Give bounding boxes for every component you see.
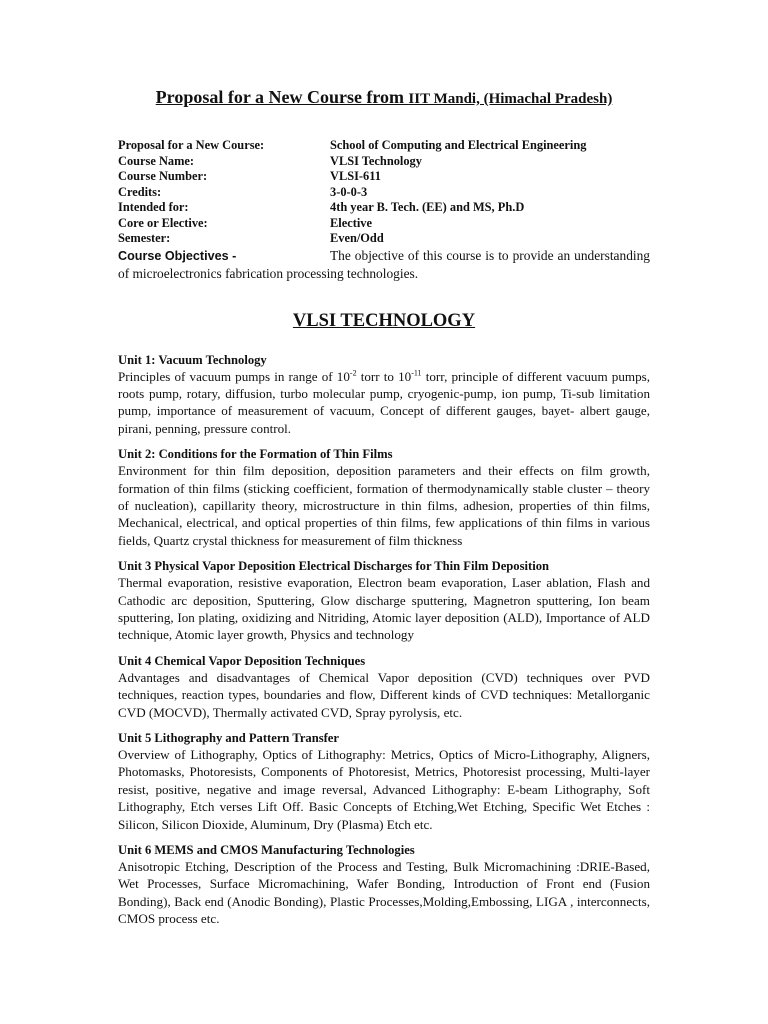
meta-value: VLSI-611 [330, 169, 381, 183]
course-objectives-text: The objective of this course is to provide an understanding of microelectronics fabrication processing technologies. [118, 247, 650, 281]
unit-body [118, 368, 650, 438]
document-title [118, 86, 650, 110]
meta-label: Course Number: [118, 169, 208, 183]
title-part-3: IIT Mandi, (Himachal Pradesh) [408, 91, 613, 107]
meta-row [118, 231, 650, 247]
course-info-table [118, 138, 650, 247]
section-title: VLSI TECHNOLOGY [292, 310, 476, 331]
title-part-2: from [366, 87, 405, 107]
meta-value: School of Computing and Electrical Engineering [330, 138, 587, 152]
unit-body: Advantages and disadvantages of Chemical Vapor deposition (CVD) techniques over PVD techniques, reaction types, boundaries and flow, Different kinds of CVD techniques: Metallorganic CVD (MOCVD), Thermally activated CVD, Spray pyrolysis, etc. [118, 669, 650, 720]
meta-row [118, 154, 650, 170]
meta-row [118, 200, 650, 216]
meta-label: Course Name: [118, 153, 195, 168]
unit-heading: Unit 1: Vacuum Technology [118, 352, 267, 367]
meta-value: VLSI Technology [330, 153, 422, 168]
meta-value: Elective [330, 215, 372, 230]
unit-block [118, 653, 650, 721]
unit-heading: Unit 2: Conditions for the Formation of Thin Films [118, 447, 393, 462]
meta-row [118, 138, 650, 154]
meta-label: Core or Elective: [118, 215, 208, 230]
unit-block [118, 446, 650, 549]
meta-label: Semester: [118, 231, 171, 245]
meta-value: 4th year B. Tech. (EE) and MS, Ph.D [330, 200, 525, 214]
unit-heading: Unit 4 Chemical Vapor Deposition Techniques [118, 653, 366, 668]
meta-value: 3-0-0-3 [330, 184, 368, 199]
meta-value: Even/Odd [330, 231, 384, 245]
meta-label: Credits: [118, 184, 162, 199]
meta-row [118, 169, 650, 185]
unit-body: Overview of Lithography, Optics of Lithography: Metrics, Optics of Micro-Lithography, Aligners, Photomasks, Photoresists, Components of Photoresist, Metrics, Photoresist processing, Multi-layer resist, positive, negative and image reversal, Advanced Lithography: E-beam Lithography, Soft Lithography, Etch verses Lift Off. Basic Concepts of Etching,Wet Etching, Specific Wet Etches : Silicon, Silicon Dioxide, Aluminum, Dry (Plasma) Etch etc. [118, 747, 650, 832]
unit-heading: Unit 6 MEMS and CMOS Manufacturing Technologies [118, 843, 415, 858]
unit-block [118, 730, 650, 833]
document-page [118, 86, 650, 937]
unit-body-text: torr, principle of different vacuum pumps, roots pump, rotary, diffusion, turbo molecular pump, cryogenic-pump, ion pump, Ti-sub limitation pump, importance of measurement of vacuum, Concept of different gauges, bayet- albert gauge, pirani, penning, pressure control. [118, 368, 650, 436]
unit-block [118, 352, 650, 438]
meta-label: Intended for: [118, 200, 189, 214]
unit-heading: Unit 5 Lithography and Pattern Transfer [118, 731, 339, 745]
superscript-exponent: -11 [411, 368, 422, 378]
superscript-exponent: -2 [349, 368, 357, 378]
meta-row [118, 216, 650, 232]
unit-body-text: Principles of vacuum pumps in range of 10 [118, 368, 350, 384]
meta-row [118, 185, 650, 201]
unit-heading: Unit 3 Physical Vapor Deposition Electrical Discharges for Thin Film Deposition [118, 559, 550, 574]
unit-block [118, 842, 650, 928]
unit-body: Thermal evaporation, resistive evaporation, Electron beam evaporation, Laser ablation, Flash and Cathodic arc deposition, Sputtering, Glow discharge sputtering, Magnetron sputtering, Ion beam sputtering, Ion plating, oxidizing and Nitriding, Atomic layer deposition (ALD), Importance of ALD technique, Atomic layer growth, Physics and technology [118, 575, 650, 643]
meta-label: Proposal for a New Course: [118, 138, 265, 152]
unit-body: Environment for thin film deposition, deposition parameters and their effects on film growth, formation of thin films (sticking coefficient, formation of thermodynamically stable cluster – theory of nucleation), capillarity theory, microstructure in thin films, adhesion, properties of thin films, Mechanical, electrical, and optical properties of thin films, few applications of thin films in various fields, Quartz crystal thickness for measurement of film thickness [118, 463, 650, 548]
title-part-1: Proposal for a New Course [155, 87, 362, 107]
course-objectives-label: Course Objectives - [118, 248, 237, 263]
course-objectives [118, 247, 650, 282]
unit-body: Anisotropic Etching, Description of the Process and Testing, Bulk Micromachining :DRIE-Based, Wet Processes, Surface Micromachining, Wafer Bonding, Introduction of Front end (Fusion Bonding), Back end (Anodic Bonding), Plastic Processes,Molding,Embossing, LIGA , interconnects, CMOS process etc. [118, 859, 650, 927]
unit-block [118, 558, 650, 644]
unit-body-text: torr to 10 [356, 368, 412, 384]
